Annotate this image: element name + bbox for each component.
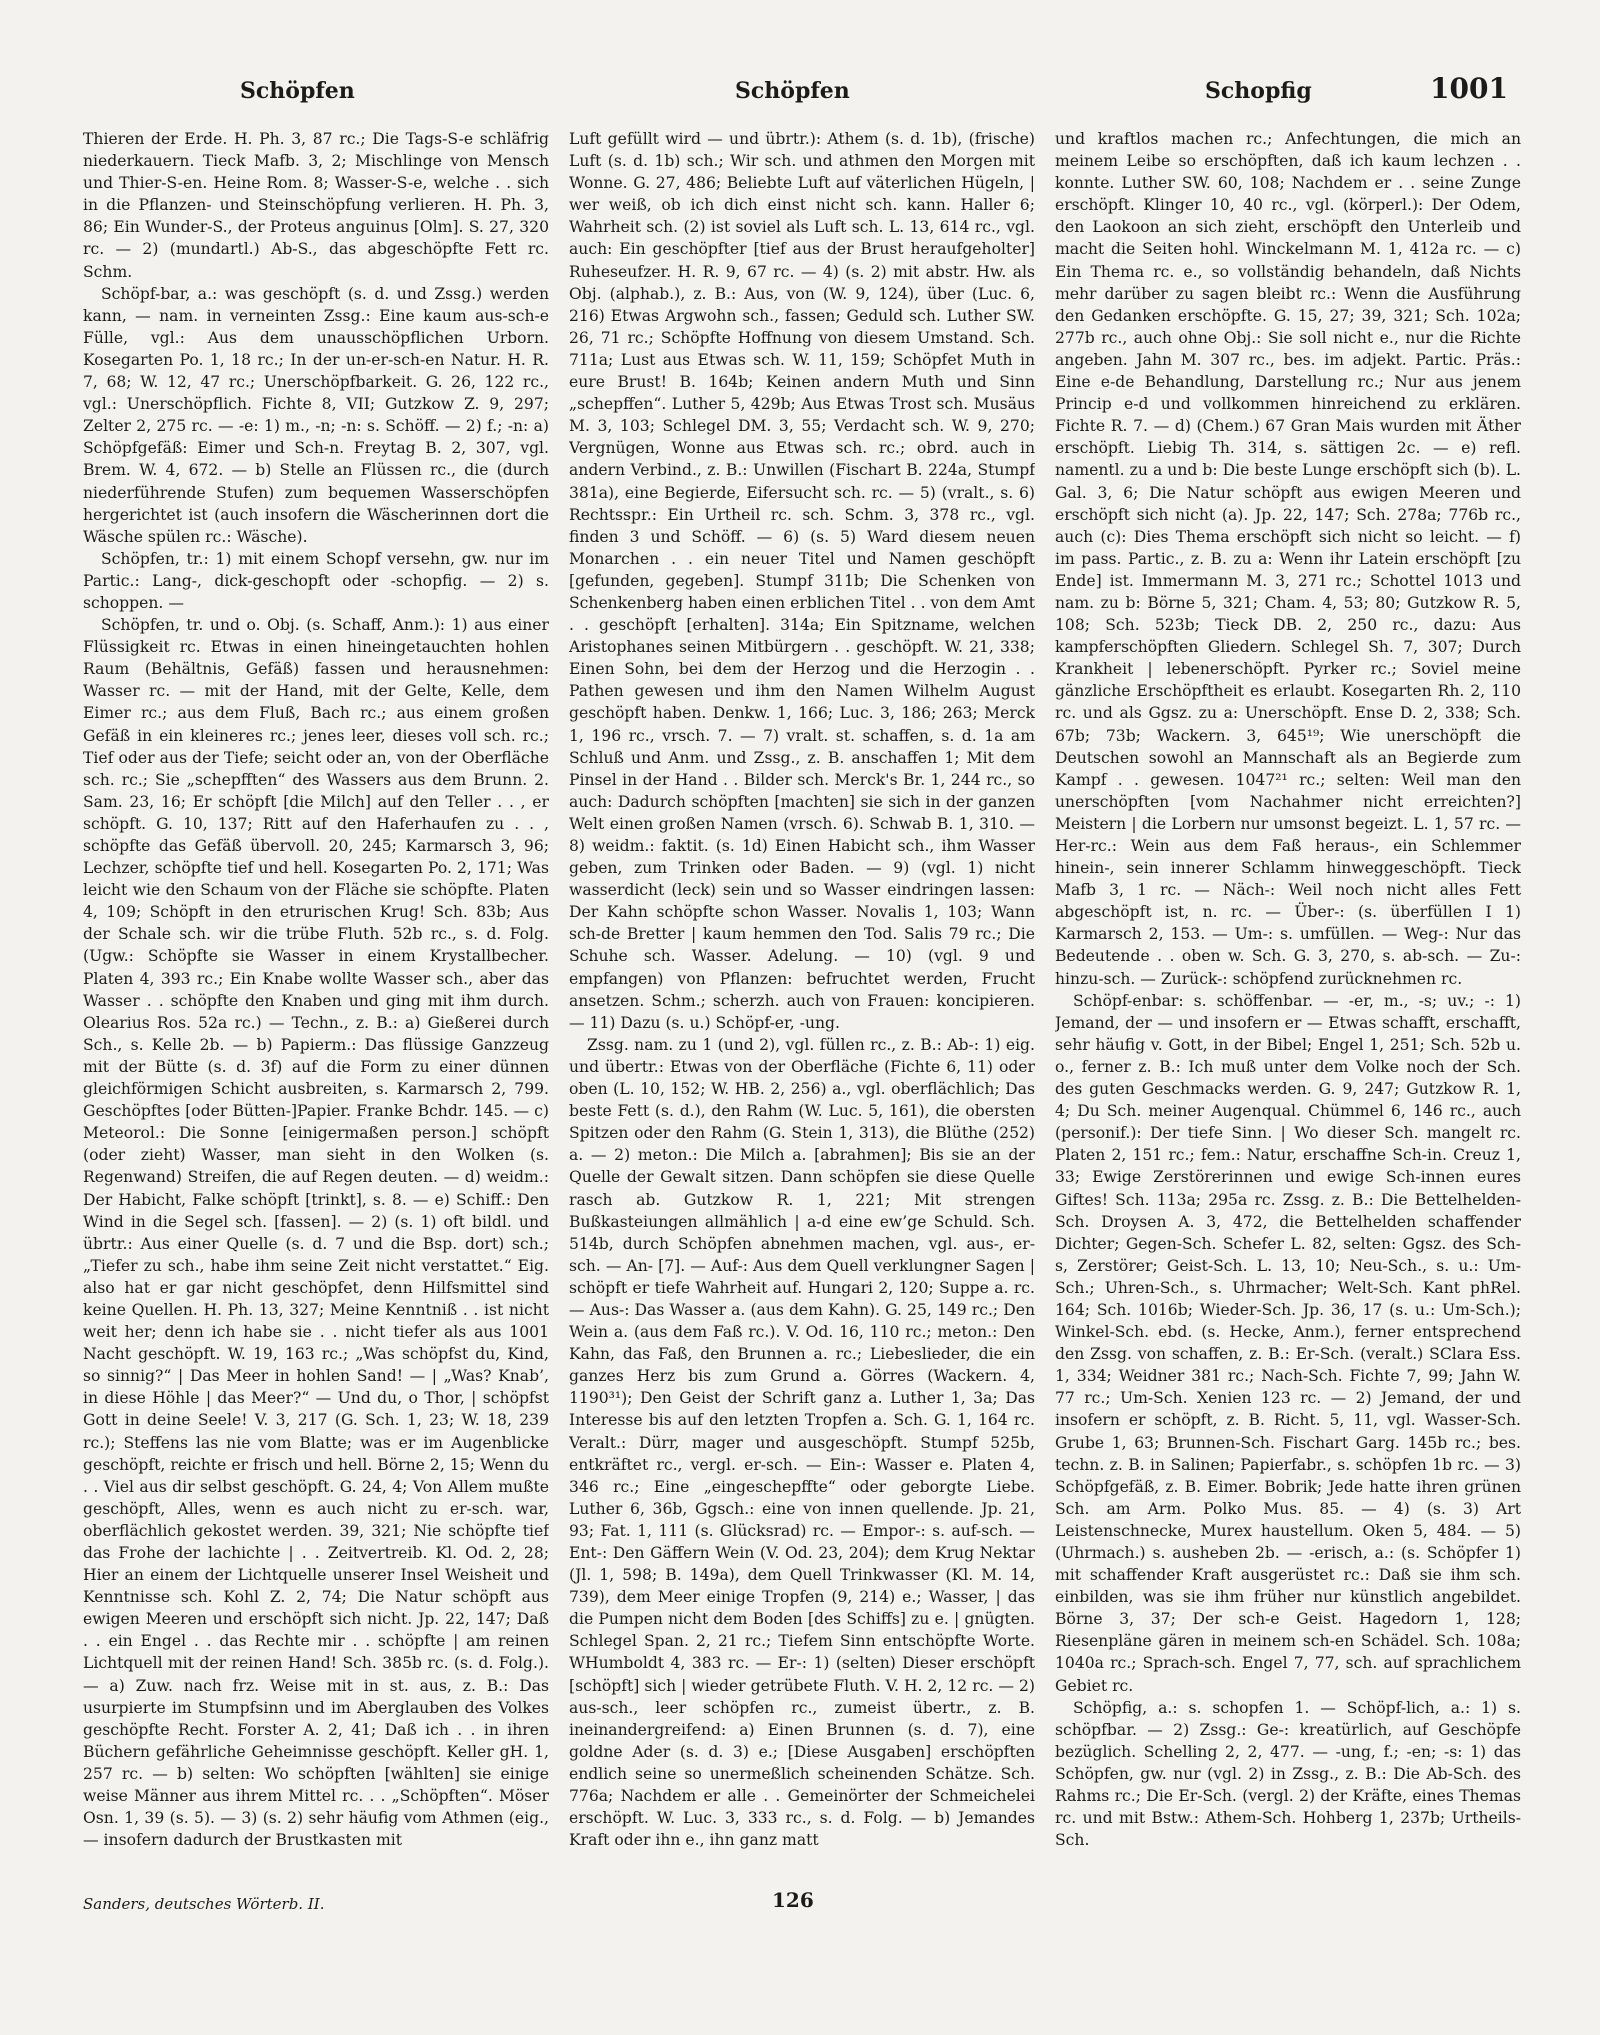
- signature-mark: 126: [772, 1888, 814, 1912]
- entry-schoepfen: Schöpfen, tr. und o. Obj. (s. Schaff, Anm.): 1) aus einer Flüssigkeit rc. Etwas in einen hineingetauchten hohlen Raum (Behältnis, Gefäß) fassen und herausnehmen: Wasser rc. — mit der Hand, mit der Gelte, Kelle, dem Eimer rc.; aus dem Fluß, Bach rc.; aus einem großen Gefäß in ein kleineres rc.; jenes leer, dieses voll sch. rc.; Tief oder aus der Tiefe; seicht oder an, von der Oberfläche sch. rc.; Sie „schepfften“ des Wassers aus dem Brunn. 2. Sam. 23, 16; Er schöpft [die Milch] auf den Teller . . , er schöpft. G. 10, 137; Ritt auf den Haferhaufen zu . . , schöpfte das Gefäß übervoll. 20, 245; Karmarsch 3, 96; Lechzer, schöpfte tief und hell. Kosegarten Po. 2, 171; Was leicht wie den Schaum von der Fläche sie schöpfte. Platen 4, 109; Schöpft in den etrurischen Krug! Sch. 83b; Aus der Schale sch. wir die trübe Fluth. 52b rc., s. d. Folg. (Ugw.: Schöpfte sie Wasser in einem Krystallbecher. Platen 4, 393 rc.; Ein Knabe wollte Wasser sch., aber das Wasser . . schöpfte den Knaben und ging mit ihm durch. Olearius Ros. 52a rc.) — Techn., z. B.: a) Gießerei durch Sch., s. Kelle 2b. — b) Papierm.: Das flüssige Ganzzeug mit der Bütte (s. d. 3f) auf die Form zu einer dünnen gleichförmigen Schicht ausbreiten, s. Karmarsch 2, 799. Geschöpftes [oder Bütten-]Papier. Franke Bchdr. 145. — c) Meteorol.: Die Sonne [einigermaßen person.] schöpft (oder zieht) Wasser, man sieht in den Wolken (s. Regenwand) Streifen, die auf Regen deuten. — d) weidm.: Der Habicht, Falke schöpft [trinkt], s. 8. — e) Schiff.: Den Wind in die Segel sch. [fassen]. — 2) (s. 1) oft bildl. und übrtr.: Aus einer Quelle (s. d. 7 und die Bsp. dort) sch.; „Tiefer zu sch., habe ihm seine Zeit nicht verstattet.“ Eig. also hat er gar nicht geschöpfet, denn Hilfsmittel sind keine Quellen. H. Ph. 13, 327; Meine Kenntniß . . ist nicht weit her; denn ich habe sie . . nicht tiefer als aus 1001 Nacht geschöpft. W. 19, 163 rc.; „Was schöpfst du, Kind, so sinnig?“ | Das Meer in hohlen Sand! — | „Was? Knab’, in diese Höhle | das Meer?“ — Und du, o Thor, | schöpfst Gott in deine Seele! V. 3, 217 (G. Sch. 1, 23; W. 18, 239 rc.); Steffens las nie vom Blatte; was er im Augenblicke geschöpft, reichte er frisch und hell. Börne 2, 15; Wenn du . . Viel aus dir selbst geschöpft. G. 24, 4; Von Allem mußte geschöpft, Alles, wenn es auch nicht zu er-sch. war, oberflächlich gekostet werden. 39, 321; Nie schöpfte tief das Frohe der lachichte | . . Zeitvertreib. Kl. Od. 2, 28; Hier an einem der Lichtquelle unserer Insel Weisheit und Kenntnisse sch. Kohl Z. 2, 74; Die Natur schöpft aus ewigen Meeren und erschöpft sich nicht. Jp. 22, 147; Daß . . ein Engel . . das Rechte mir . . schöpfte | am reinen Lichtquell mit der reinen Hand! Sch. 385b rc. (s. d. Folg.). — a) Zuw. nach frz. Weise mit in st. aus, z. B.: Das usurpierte im Stumpfsinn und im Aberglauben des Volkes geschöpfte Recht. Forster A. 2, 41; Daß ich . . in ihren Büchern gefährliche Geheimnisse geschöpft. Keller gH. 1, 257 rc. — b) selten: Wo schöpften [wählten] sie einige weise Männer aus ihrem Mittel rc. . . „Schöpften“. Möser Osn. 1, 39 (s. 5). — 3) (s. 2) sehr häufig vom Athmen (eig., — insofern dadurch der Brustkasten mit: [83, 616, 549, 1850]
- entry-schoepfbar: Schöpf-bar, a.: was geschöpft (s. d. und Zssg.) werden kann, — nam. in verneinten Zssg.: Eine kaum aus-sch-e Fülle, vgl.: Aus dem unausschöpflichen Urborn. Kosegarten Po. 1, 18 rc.; In der un-er-sch-en Natur. H. R. 7, 68; W. 12, 47 rc.; Unerschöpfbarkeit. G. 26, 122 rc., vgl.: Unerschöpflich. Fichte 8, VII; Gutzkow Z. 9, 297; Zelter 2, 275 rc. — -e: 1) m., -n; -n: s. Schöff. — 2) f.; -n: a) Schöpfgefäß: Eimer und Sch-n. Freytag B. 2, 307, vgl. Brem. W. 4, 672. — b) Stelle an Flüssen rc., die (durch niederführende Stufen) zum bequemen Wasserschöpfen hergerichtet ist (auch insofern die Wäscherinnen dort die Wäsche spülen rc.: Wäsche).: [83, 284, 549, 546]
- entry-schoepfen-schopf: Schöpfen, tr.: 1) mit einem Schopf versehn, gw. nur im Partic.: Lang-, dick-geschopft oder -schopfig. — 2) s. schoppen. —: [83, 549, 549, 612]
- entry-zssg: Zssg. nam. zu 1 (und 2), vgl. füllen rc., z. B.: Ab-: 1) eig. und übertr.: Etwas von der Oberfläche (Fichte 6, 11) oder oben (L. 10, 152; W. HB. 2, 256) a., vgl. oberflächlich; Das beste Fett (s. d.), den Rahm (W. Luc. 5, 161), die obersten Spitzen oder den Rahm (G. Stein 1, 313), die Blüthe (252) a. — 2) meton.: Die Milch a. [abrahmen]; Bis sie an der Quelle der Gewalt sitzen. Dann schöpfen sie diese Quelle rasch ab. Gutzkow R. 1, 221; Mit strengen Bußkasteiungen allmählich | a-d eine ew’ge Schuld. Sch. 514b, durch Schöpfen abnehmen machen, vgl. aus-, er-sch. — An- [7]. — Auf-: Aus dem Quell verklungner Sagen | schöpft er tiefe Wahrheit auf. Hungari 2, 120; Suppe a. rc. — Aus-: Das Wasser a. (aus dem Kahn). G. 25, 149 rc.; Den Wein a. (aus dem Faß rc.). V. Od. 16, 110 rc.; meton.: Den Kahn, das Faß, den Brunnen a. rc.; Liebeslieder, die ein ganzes Herz bis zum Grund a. Görres (Wackern. 4, 1190³¹); Den Geist der Schrift ganz a. Luther 1, 3a; Das Interesse bis auf den letzten Tropfen a. Sch. G. 1, 164 rc. Veralt.: Dürr, mager und ausgeschöpft. Stumpf 525b, entkräftet rc., vergl. er-sch. — Ein-: Wasser e. Platen 4, 346 rc.; Eine „eingeschepffte“ oder geborgte Liebe. Luther 6, 36b, Ggsch.: eine von innen quellende. Jp. 21, 93; Fat. 1, 111 (s. Glücksrad) rc. — Empor-: s. auf-sch. — Ent-: Den Gäffern Wein (V. Od. 23, 204); dem Krug Nektar (Jl. 1, 598; B. 149a), dem Quell Trinkwasser (Kl. M. 14, 739), dem Meer einige Tropfen (9, 214) e.; Wasser, | das die Pumpen nicht dem Boden [des Schiffs] zu e. | gnügten. Schlegel Span. 2, 21 rc.; Tiefem Sinn entschöpfte Worte. WHumboldt 4, 383 rc. — Er-: 1) (selten) Dieser erschöpft [schöpft] sich | wieder getrübete Fluth. V. H. 2, 12 rc. — 2) aus-sch., leer schöpfen rc., zumeist übertr., z. B. ineinandergreifend: a) Einen Brunnen (s. d. 7), eine goldne Ader (s. d. 3) e.; [Diese Ausgaben] erschöpften endlich seine so unermeßlich scheinenden Schätze. Sch. 776a; Nachdem er alle . . Gemeinörter der Schmeichelei erschöpft. W. Luc. 3, 333 rc., s. d. Folg. — b) Jemandes Kraft oder ihn e., ihn ganz matt: [569, 1035, 1035, 1850]
- footer-imprint: Sanders, deutsches Wörterb. II.: [83, 1895, 325, 1913]
- text-columns: [83, 128, 1533, 1888]
- column-2: [569, 128, 1035, 1888]
- page-number: 1001: [1430, 72, 1508, 105]
- running-head-center: Schöpfen: [735, 78, 850, 104]
- paragraph: Thieren der Erde. H. Ph. 3, 87 rc.; Die Tags-S-e schläfrig niederkauern. Tieck Mafb. 3, 2; Mischlinge von Mensch und Thier-S-en. Heine Rom. 8; Wasser-S-e, welche . . sich in die Pflanzen- und Steinschöpfung verlieren. H. Ph. 3, 86; Ein Wunder-S., der Proteus anguinus [Olm]. S. 27, 320 rc. — 2) (mundartl.) Ab-S., das abgeschöpfte Fett rc. Schm.: [83, 130, 549, 281]
- entry-schoepfig: Schöpfig, a.: s. schopfen 1. — Schöpf-lich, a.: 1) s. schöpfbar. — 2) Zssg.: Ge-: kreatürlich, auf Geschöpfe bezüglich. Schelling 2, 2, 477. — -ung, f.; -en; -s: 1) das Schöpfen, gw. nur (vgl. 2) in Zssg., z. B.: Die Ab-Sch. des Rahms rc.; Die Er-Sch. (vergl. 2) der Kräfte, eines Themas rc. und mit Bstw.: Athem-Sch. Hohberg 1, 237b; Urtheils-Sch.: [1055, 1698, 1521, 1850]
- column-1: [83, 128, 549, 1888]
- paragraph: Luft gefüllt wird — und übrtr.): Athem (s. d. 1b), (frische) Luft (s. d. 1b) sch.; Wir sch. und athmen den Morgen mit Wonne. G. 27, 486; Beliebte Luft auf väterlichen Hügeln, | wer weiß, ob ich dich einst nicht sch. kann. Haller 6; Wahrheit sch. (2) ist soviel als Luft sch. L. 13, 614 rc., vgl. auch: Ein geschöpfter [tief aus der Brust heraufgeholter] Ruheseufzer. H. R. 9, 67 rc. — 4) (s. 2) mit abstr. Hw. als Obj. (alphab.), z. B.: Aus, von (W. 9, 124), über (Luc. 6, 216) Etwas Argwohn sch., fassen; Geduld sch. Luther SW. 26, 71 rc.; Schöpfte Hoffnung von diesem Umstand. Sch. 711a; Lust aus Etwas sch. W. 11, 159; Schöpfet Muth in eure Brust! B. 164b; Keinen andern Muth und Sinn „schepffen“. Luther 5, 429b; Aus Etwas Trost sch. Musäus M. 3, 103; Schlegel DM. 3, 55; Verdacht sch. W. 9, 270; Vergnügen, Wonne aus Etwas sch. rc.; obrd. auch in andern Verbind., z. B.: Unwillen (Fischart B. 224a, Stumpf 381a), eine Begierde, Eifersucht sch. rc. — 5) (vralt., s. 6) Rechtsspr.: Ein Urtheil rc. sch. Schm. 3, 378 rc., vgl. finden 3 und Schöff. — 6) (s. 5) Ward diesem neuen Monarchen . . ein neuer Titel und Namen geschöpft [gefunden, gegeben]. Stumpf 311b; Die Schenken von Schenkenberg haben einen erblichen Titel . . von dem Amt . . geschöpft [erhalten]. 314a; Ein Spitzname, welchen Aristophanes seinen Mitbürgern . . geschöpft. W. 21, 338; Einen Sohn, bei dem der Herzog und die Herzogin . . Pathen gewesen und ihm den Namen Wilhelm August geschöpft haben. Denkw. 1, 166; Luc. 3, 186; 263; Merck 1, 196 rc., vrsch. 7. — 7) vralt. st. schaffen, s. d. 1a am Schluß und Anm. und Zssg., z. B. anschaffen 1; Mit dem Pinsel in der Hand . . Bilder sch. Merck's Br. 1, 244 rc., so auch: Dadurch schöpften [machten] sie sich in der ganzen Welt einen großen Namen (vrsch. 6). Schwab B. 1, 310. — 8) weidm.: faktit. (s. 1d) Einen Habicht sch., ihm Wasser geben, zum Trinken oder Baden. — 9) (vgl. 1) nicht wasserdicht (leck) sein und so Wasser eindringen lassen: Der Kahn schöpfte schon Wasser. Novalis 1, 103; Wann sch-de Bretter | kaum hemmen den Tod. Salis 79 rc.; Die Schuhe sch. Wasser. Adelung. — 10) (vgl. 9 und empfangen) von Pflanzen: befruchtet werden, Frucht ansetzen. Schm.; scherzh. auch von Frauen: koncipieren. — 11) Dazu (s. u.) Schöpf-er, -ung.: [569, 130, 1035, 1032]
- running-head-left: Schöpfen: [240, 78, 355, 104]
- running-head-right: Schopfig: [1205, 78, 1312, 104]
- entry-schoepfer: Schöpf-enbar: s. schöffenbar. — -er, m., -s; uv.; -: 1) Jemand, der — und insofern er — Etwas schafft, erschafft, sehr häufig v. Gott, in der Bibel; Engel 1, 251; Sch. 52b u. o., ferner z. B.: Ich muß unter dem Volke noch der Sch. des guten Geschmacks werden. G. 9, 247; Gutzkow R. 1, 4; Du Sch. meiner Augenqual. Chümmel 6, 146 rc., auch (personif.): Der tiefe Sinn. | Wo dieser Sch. mangelt rc. Platen 2, 151 rc.; fem.: Natur, erschaffne Sch-in. Creuz 1, 33; Ewige Zerstörerinnen und ewige Sch-innen eures Giftes! Sch. 113a; 295a rc. Zssg. z. B.: Die Bettelhelden-Sch. Droysen A. 3, 472, die Bettelhelden schaffender Dichter; Gegen-Sch. Schefer L. 82, selten: Ggsz. des Sch-s, Zerstörer; Geist-Sch. L. 13, 10; Neu-Sch., s. u.: Um-Sch.; Uhren-Sch., s. Uhrmacher; Welt-Sch. Kant phRel. 164; Sch. 1016b; Wieder-Sch. Jp. 36, 17 (s. u.: Um-Sch.); Winkel-Sch. ebd. (s. Hecke, Anm.), ferner entsprechend den Zssg. von schaffen, z. B.: Er-Sch. (veralt.) SClara Ess. 1, 334; Weidner 381 rc.; Nach-Sch. Fichte 7, 99; Jahn W. 77 rc.; Um-Sch. Xenien 123 rc. — 2) Jemand, der und insofern er schöpft, z. B. Richt. 5, 11, vgl. Wasser-Sch. Grube 1, 63; Brunnen-Sch. Fischart Garg. 145b rc.; bes. techn. z. B. in Salinen; Papierfabr., s. schöpfen 1b rc. — 3) Schöpfgefäß, z. B. Eimer. Bobrik; Jede hatte ihren grünen Sch. am Arm. Polko Mus. 85. — 4) (s. 3) Art Leistenschnecke, Murex haustellum. Oken 5, 484. — 5) (Uhrmach.) s. ausheben 2b. — -erisch, a.: (s. Schöpfer 1) mit schaffender Kraft ausgerüstet rc.: Daß sie ihm sch. einbilden, was sie ihm früher nur künstlich angebildet. Börne 3, 37; Der sch-e Geist. Hagedorn 1, 128; Riesenpläne gären in meinem sch-en Schädel. Sch. 108a; 1040a rc.; Sprach-sch. Engel 7, 77, sch. auf sprachlichem Gebiet rc.: [1055, 991, 1521, 1695]
- running-head: [0, 70, 1600, 110]
- column-3: [1055, 128, 1521, 1888]
- paragraph: und kraftlos machen rc.; Anfechtungen, die mich an meinem Leibe so erschöpften, daß ich kaum lechzen . . konnte. Luther SW. 60, 108; Nachdem er . . seine Zunge erschöpft. Klinger 10, 40 rc., vgl. (körperl.): Der Odem, den Laokoon an sich zieht, erschöpft den Unterleib und macht die Seiten hohl. Winckelmann M. 1, 412a rc. — c) Ein Thema rc. e., so vollständig behandeln, daß Nichts mehr darüber zu sagen bleibt rc.: Wenn die Ausführung den Gedanken erschöpfte. G. 15, 27; 39, 321; Sch. 102a; 277b rc., auch ohne Obj.: Sie soll nicht e., nur die Richte angeben. Jahn M. 307 rc., bes. im adjekt. Partic. Präs.: Eine e-de Behandlung, Darstellung rc.; Nur aus jenem Princip e-d und vollkommen hinreichend zu erklären. Fichte R. 7. — d) (Chem.) 67 Gran Mais wurden mit Äther erschöpft. Liebig Th. 314, s. sättigen 2c. — e) refl. namentl. zu a und b: Die beste Lunge erschöpft sich (b). L. Gal. 3, 6; Die Natur schöpft aus ewigen Meeren und erschöpft sich nicht (a). Jp. 22, 147; Sch. 278a; 776b rc., auch (c): Dies Thema erschöpft sich nicht so leicht. — f) im pass. Partic., z. B. zu a: Wenn ihr Latein erschöpft [zu Ende] ist. Immermann M. 3, 271 rc.; Schottel 1013 und nam. zu b: Börne 5, 321; Cham. 4, 53; 80; Gutzkow R. 5, 108; Sch. 523b; Tieck DB. 2, 250 rc., dazu: Aus kampferschöpften Gliedern. Schlegel Sh. 7, 307; Durch Krankheit | lebenerschöpft. Pyrker rc.; Soviel meine gänzliche Erschöpftheit es erlaubt. Kosegarten Rh. 2, 110 rc. und als Ggsz. zu a: Unerschöpft. Ense D. 2, 338; Sch. 67b; 73b; Wackern. 3, 645¹⁹; Wie unerschöpft die Deutschen sowohl an Mannschaft als an Begierde zum Kampf . . gewesen. 1047²¹ rc.; selten: Weil man den unerschöpften [vom Nachahmer nicht erreichten?] Meistern | die Lorbern nur umsonst begeizt. L. 1, 57 rc. — Her-rc.: Wein aus dem Faß heraus-, ein Schlemmer hinein-, sein innerer Schlamm hinweggeschöpft. Tieck Mafb 3, 1 rc. — Näch-: Weil noch nicht alles Fett abgeschöpft ist, n. rc. — Über-: (s. überfüllen I 1) Karmarsch 2, 153. — Um-: s. umfüllen. — Weg-: Nur das Bedeutende . . oben w. Sch. G. 3, 270, s. ab-sch. — Zu-: hinzu-sch. — Zurück-: schöpfend zurücknehmen rc.: [1055, 130, 1521, 988]
